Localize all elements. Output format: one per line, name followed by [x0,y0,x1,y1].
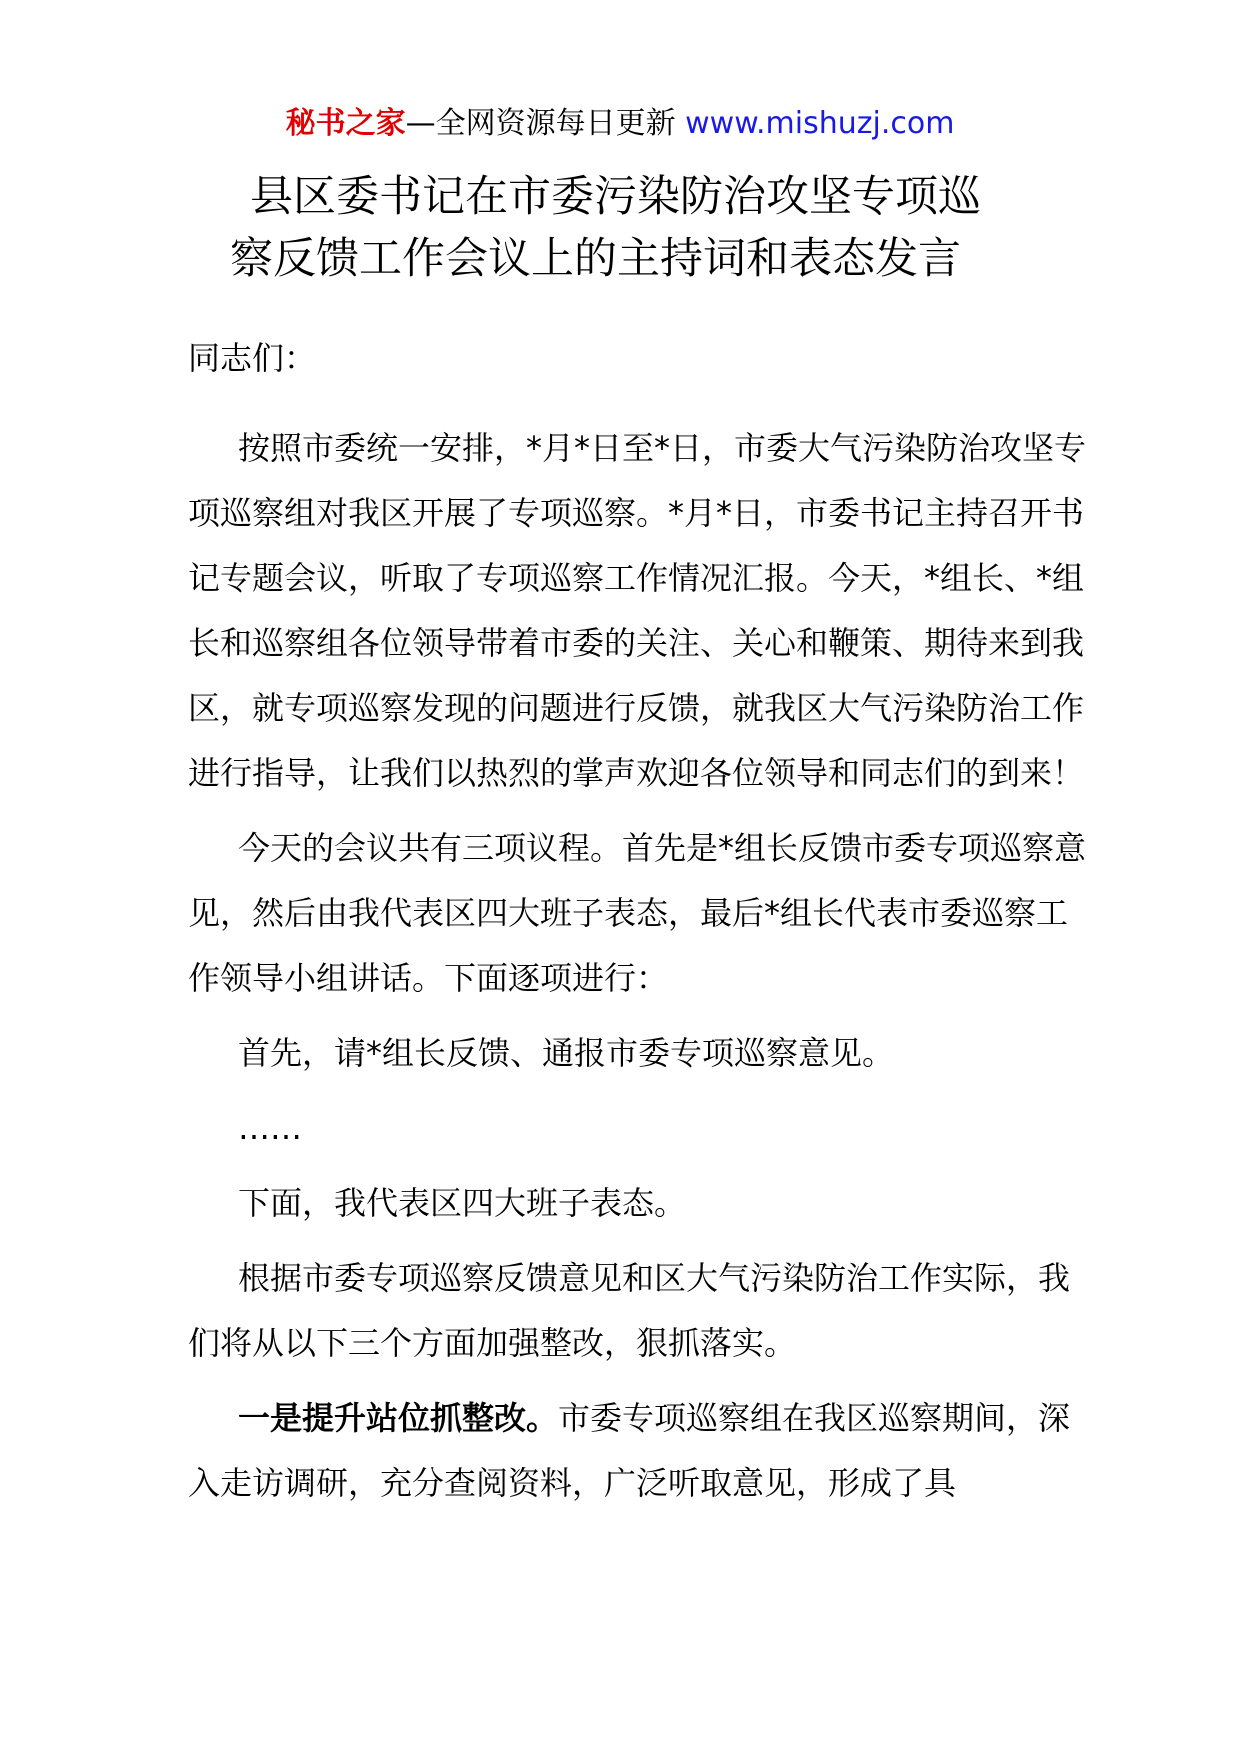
paragraph-3: 首先，请*组长反馈、通报市委专项巡察意见。 [238,1034,895,1072]
paragraph-5: 下面，我代表区四大班子表态。 [238,1184,687,1222]
brand-name: 秘书之家 [285,106,406,141]
paragraph-7-lead: 一是提升站位抓整改。 [238,1399,559,1437]
paragraph-7 [188,1386,1088,1516]
document-title [180,166,1060,290]
paragraph-4: …… [238,1109,302,1147]
paragraph-2: 今天的会议共有三项议程。首先是*组长反馈市委专项巡察意见，然后由我代表区四大班子表态，最后*组长代表市委巡察工作领导小组讲话。下面逐项进行： [188,829,1087,997]
document-body [188,326,1088,1526]
paragraph-6: 根据市委专项巡察反馈意见和区大气污染防治工作实际，我们将从以下三个方面加强整改，狠抓落实。 [188,1259,1071,1362]
site-url-link[interactable]: www.mishuzj.com [685,106,955,141]
salutation: 同志们： [188,339,317,377]
paragraph-1: 按照市委统一安排，*月*日至*日，市委大气污染防治攻坚专项巡察组对我区开展了专项巡察。*月*日，市委书记主持召开书记专题会议，听取了专项巡察工作情况汇报。今天，*组长、*组长和巡察组各位领导带着市委的关注、关心和鞭策、期待来到我区，就专项巡察发现的问题进行反馈，就我区大气污染防治工作进行指导，让我们以热烈的掌声欢迎各位领导和同志们的到来！ [188,429,1087,792]
header-dash: — [405,106,436,141]
title-line-2: 察反馈工作会议上的主持词和表态发言 [230,234,961,284]
site-header [0,100,1240,148]
title-line-1: 县区委书记在市委污染防治攻坚专项巡 [250,172,981,222]
paragraph-7-text: 市委专项巡察组在我区巡察期间，深入走访调研，充分查阅资料，广泛听取意见，形成了具 [188,1399,1071,1502]
header-tagline: 全网资源每日更新 [435,106,676,141]
